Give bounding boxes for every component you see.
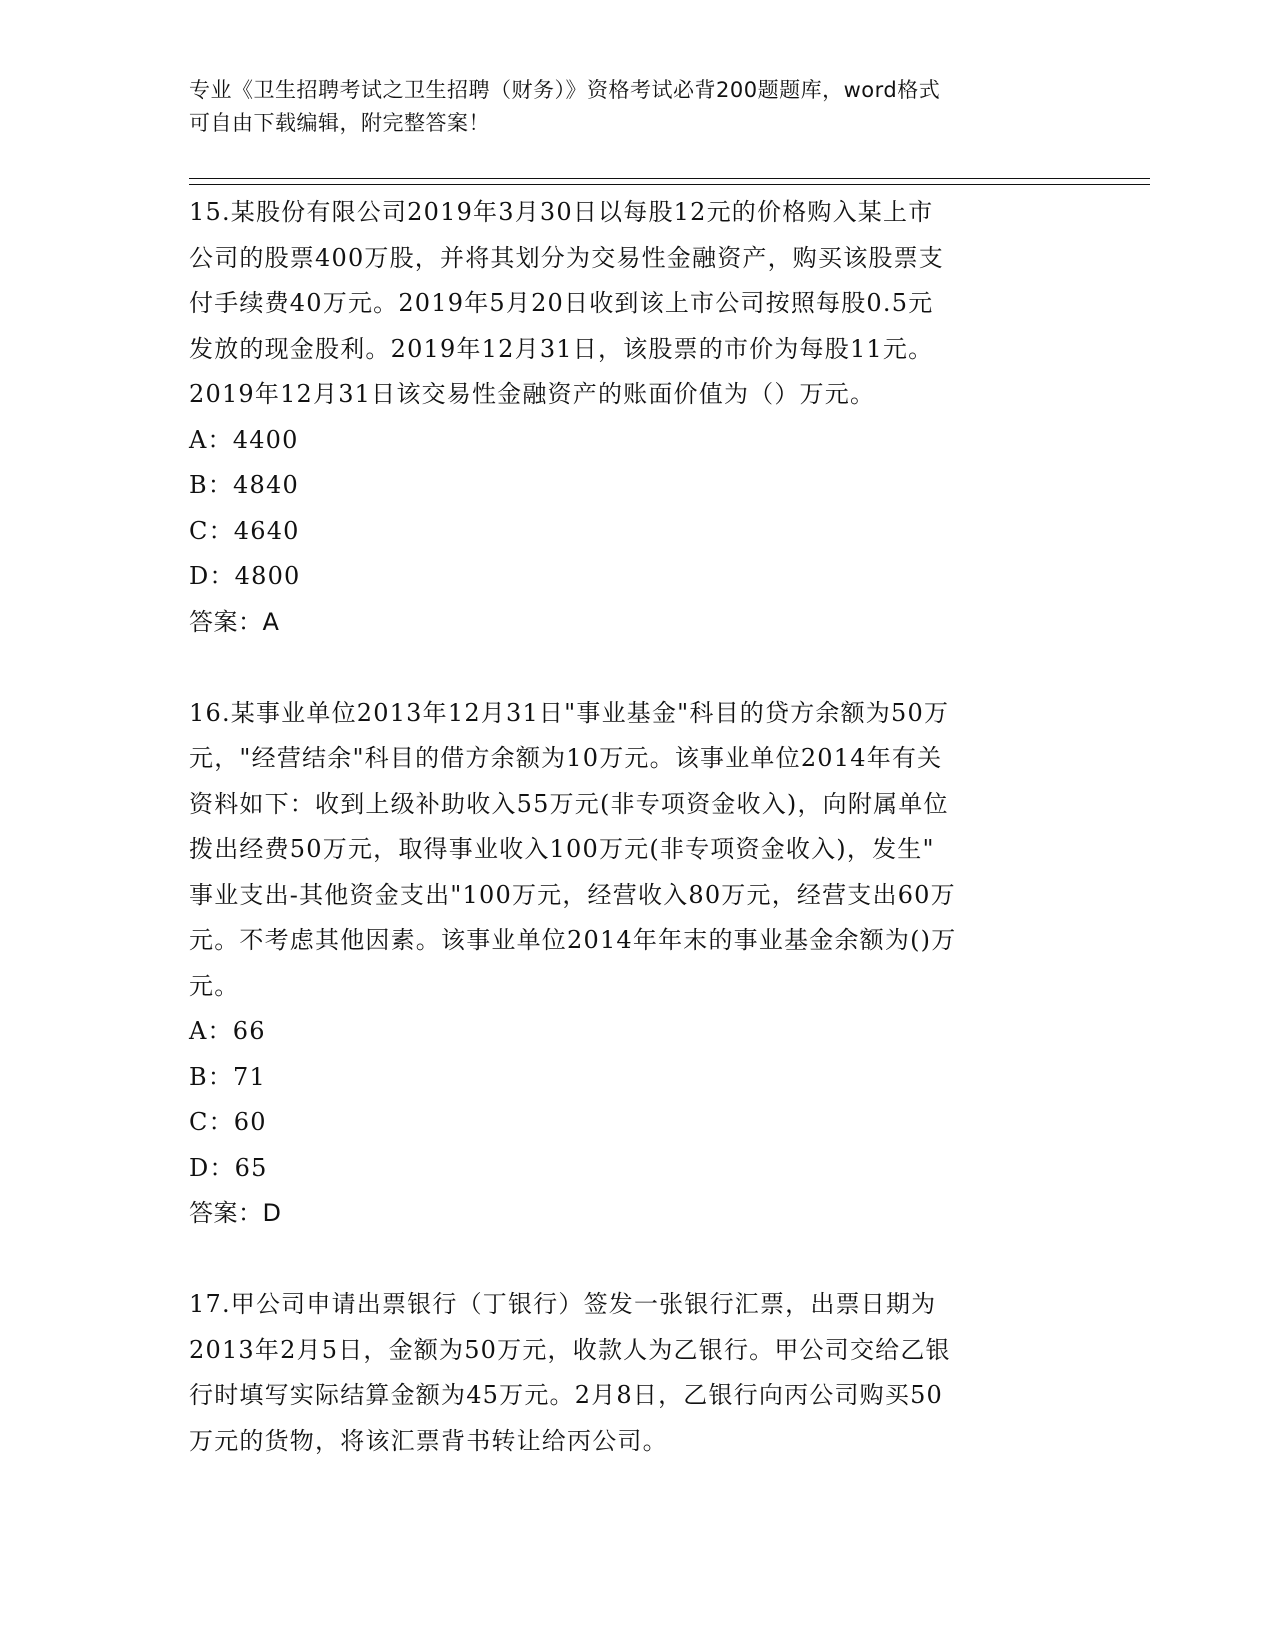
question-15 (189, 190, 1089, 645)
question-stem (189, 691, 1089, 1010)
stem-line: 2013年2月5日，金额为50万元，收款人为乙银行。甲公司交给乙银 (189, 1335, 951, 1364)
stem-line: 16.某事业单位2013年12月31日"事业基金"科目的贷方余额为50万 (189, 698, 950, 727)
option-a: A：4400 (189, 425, 299, 454)
header-divider-top (189, 178, 1150, 179)
stem-line: 元。不考虑其他因素。该事业单位2014年年末的事业基金余额为()万 (189, 926, 957, 954)
header-divider-bottom (189, 184, 1150, 185)
option-b: B：71 (189, 1062, 266, 1091)
option-b: B：4840 (189, 471, 299, 499)
stem-line: 公司的股票400万股，并将其划分为交易性金融资产，购买该股票支 (189, 243, 945, 272)
question-spacer (189, 645, 1089, 691)
option-c: C：60 (189, 1108, 267, 1136)
stem-line: 拨出经费50万元，取得事业收入100万元(非专项资金收入)，发生" (189, 835, 935, 863)
option-a: A：66 (189, 1017, 266, 1045)
question-stem (189, 1282, 1089, 1464)
header-line-2: 可自由下载编辑，附完整答案！ (189, 111, 490, 135)
stem-line: 付手续费40万元。2019年5月20日收到该上市公司按照每股0.5元 (189, 289, 934, 317)
stem-line: 元，"经营结余"科目的借方余额为10万元。该事业单位2014年有关 (189, 744, 943, 772)
question-17 (189, 1282, 1089, 1464)
stem-line: 万元的货物，将该汇票背书转让给丙公司。 (189, 1426, 668, 1455)
option-d: D：65 (189, 1153, 268, 1182)
stem-line: 发放的现金股利。2019年12月31日，该股票的市价为每股11元。 (189, 334, 934, 363)
stem-line: 资料如下：收到上级补助收入55万元(非专项资金收入)，向附属单位 (189, 789, 949, 818)
stem-line: 15.某股份有限公司2019年3月30日以每股12元的价格购入某上市 (189, 198, 934, 226)
question-16 (189, 691, 1089, 1237)
option-c: C：4640 (189, 516, 300, 545)
answer: 答案：D (189, 1199, 282, 1227)
question-stem (189, 190, 1089, 418)
answer: 答案：A (189, 607, 280, 636)
header-line-1: 专业《卫生招聘考试之卫生招聘（财务）》资格考试必背200题题库，word格式 (189, 78, 941, 102)
stem-line: 17.甲公司申请出票银行（丁银行）签发一张银行汇票，出票日期为 (189, 1290, 937, 1318)
stem-line: 2019年12月31日该交易性金融资产的账面价值为（）万元。 (189, 380, 876, 408)
document-body (189, 190, 1089, 1464)
stem-line: 事业支出-其他资金支出"100万元，经营收入80万元，经营支出60万 (189, 880, 956, 909)
option-d: D：4800 (189, 562, 301, 590)
document-header (189, 74, 1089, 140)
stem-line: 行时填写实际结算金额为45万元。2月8日，乙银行向丙公司购买50 (189, 1381, 944, 1409)
question-spacer (189, 1237, 1089, 1283)
stem-line: 元。 (189, 971, 240, 1000)
